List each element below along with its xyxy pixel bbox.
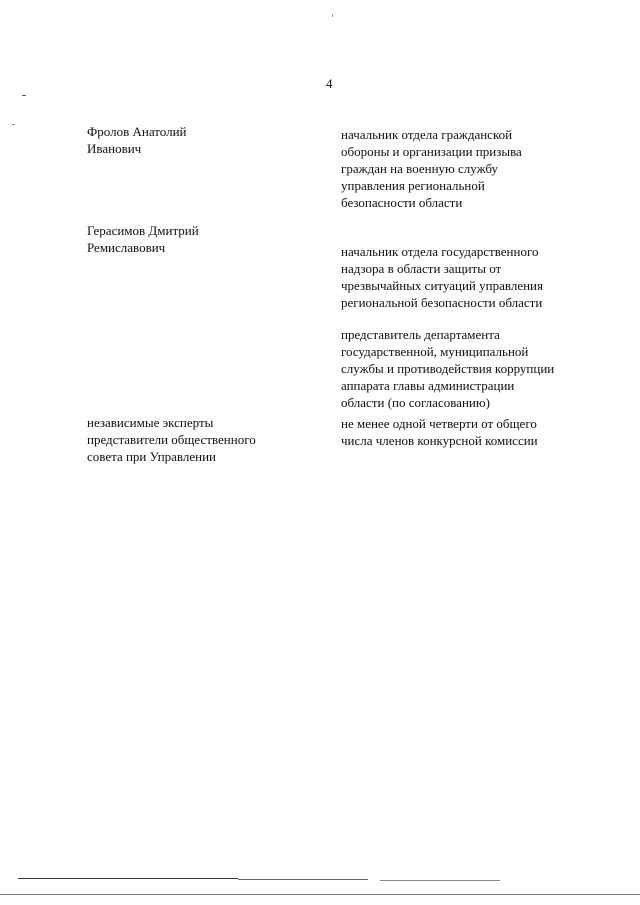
- experts-label-line: представители общественного: [87, 432, 256, 447]
- representative-line: аппарата главы администрации: [341, 378, 515, 393]
- representative-role: [341, 326, 554, 411]
- member-name: [87, 222, 199, 256]
- scan-edge-line: [18, 878, 238, 879]
- scan-artifact: [332, 14, 333, 17]
- scan-artifact: [12, 124, 15, 125]
- member-role-line: чрезвычайных ситуаций управления: [341, 278, 543, 293]
- experts-quota-line: числа членов конкурсной комиссии: [341, 433, 538, 448]
- scan-artifact: [22, 95, 26, 96]
- member-name-line: Иванович: [87, 141, 142, 156]
- scan-edge-line: [238, 879, 368, 880]
- member-name-line: Ремиславович: [87, 240, 166, 255]
- member-role-line: начальник отдела государственного: [341, 244, 539, 259]
- member-name: [87, 123, 187, 157]
- member-role-line: региональной безопасности области: [341, 295, 543, 310]
- scan-edge-line: [0, 894, 640, 895]
- experts-quota-line: не менее одной четверти от общего: [341, 416, 537, 431]
- experts-label-line: совета при Управлении: [87, 449, 217, 464]
- representative-line: области (по согласованию): [341, 395, 490, 410]
- member-role-line: надзора в области защиты от: [341, 261, 502, 276]
- member-role-line: граждан на военную службу: [341, 161, 499, 176]
- member-role-line: обороны и организации призыва: [341, 144, 522, 159]
- experts-quota: [341, 415, 538, 449]
- representative-line: службы и противодействия коррупции: [341, 361, 555, 376]
- member-role: [341, 243, 543, 311]
- member-name-line: Фролов Анатолий: [87, 124, 187, 139]
- member-role-line: начальник отдела гражданской: [341, 127, 513, 142]
- representative-line: представитель департамента: [341, 327, 500, 342]
- page-number: 4: [326, 76, 333, 91]
- member-role-line: управления региональной: [341, 178, 485, 193]
- scan-edge-line: [380, 880, 500, 881]
- member-name-line: Герасимов Дмитрий: [87, 223, 199, 238]
- representative-line: государственной, муниципальной: [341, 344, 529, 359]
- experts-label-line: независимые эксперты: [87, 415, 214, 430]
- experts-label: [87, 414, 256, 465]
- member-role-line: безопасности области: [341, 195, 463, 210]
- member-role: [341, 126, 522, 211]
